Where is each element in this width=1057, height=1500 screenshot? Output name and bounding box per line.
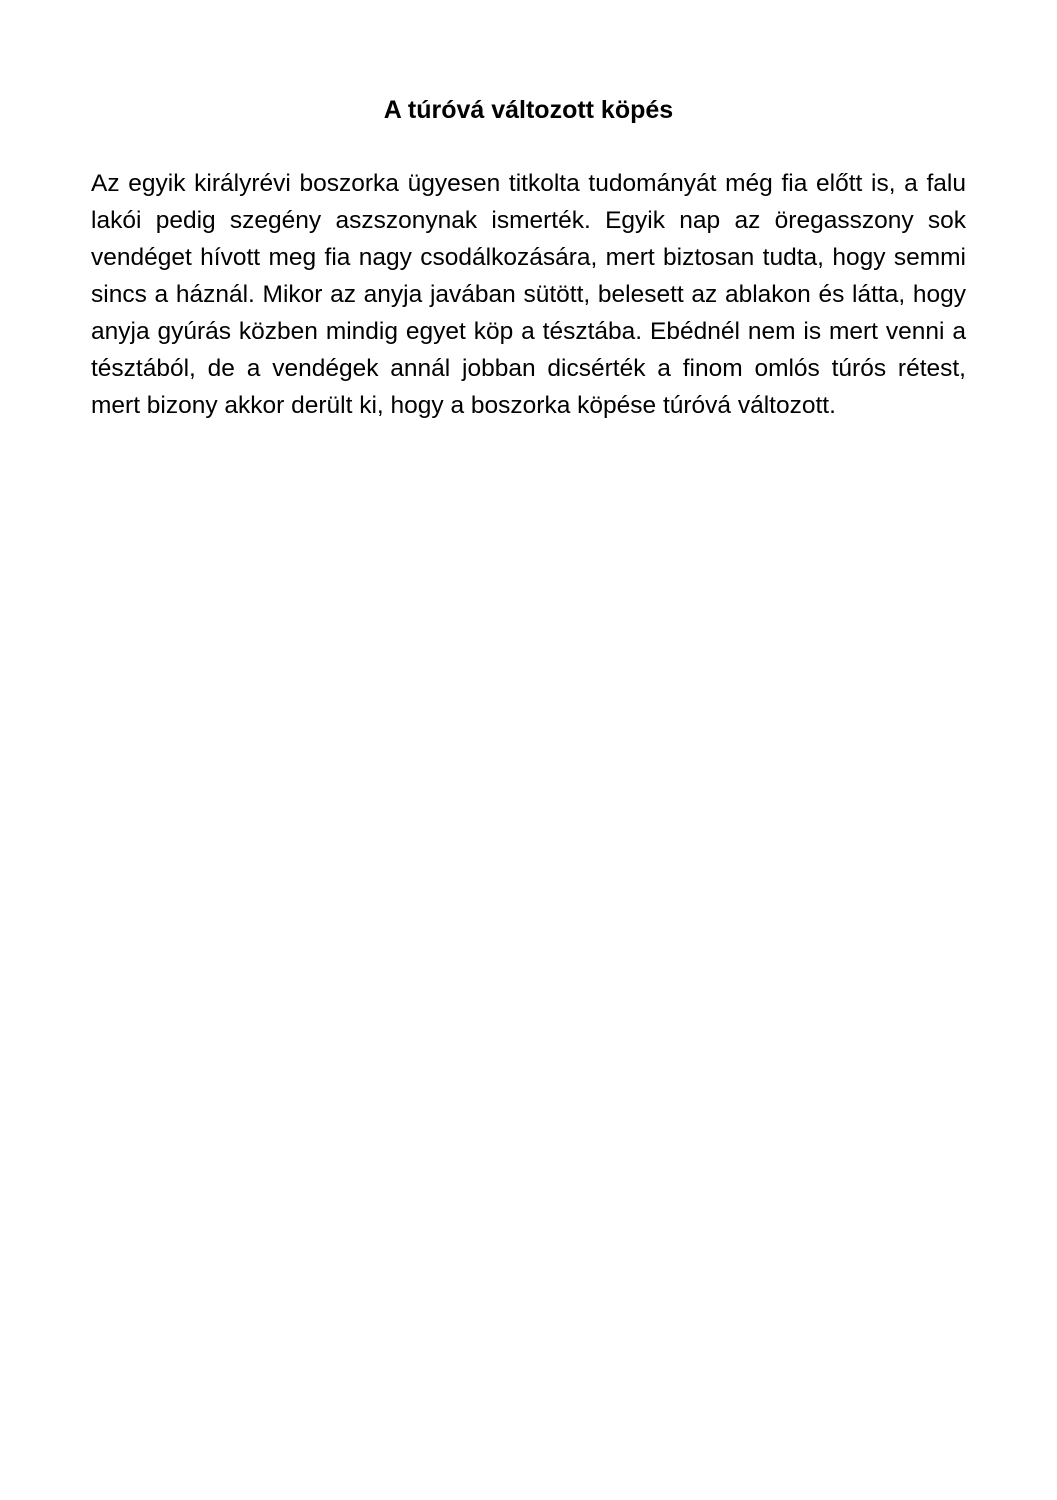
document-title: A túróvá változott köpés [383,96,674,124]
story-paragraph: Az egyik királyrévi boszorka ügyesen titkolta tudományát még fia előtt is, a falu lakói pedig szegény aszszonynak ismerték. Egyik nap az öregasszony sok vendéget hívott meg fia nagy csodálkozására, mert biztosan tudta, hogy semmi sincs a háznál. Mikor az anyja javában sütött, belesett az ablakon és látta, hogy anyja gyúrás közben mindig egyet köp a tésztába. Ebédnél nem is mert venni a tésztából, de a vendégek annál jobban dicsérték a finom omlós túrós rétest, mert bizony akkor derült ki, hogy a boszorka köpése túróvá változott. [91,170,966,419]
